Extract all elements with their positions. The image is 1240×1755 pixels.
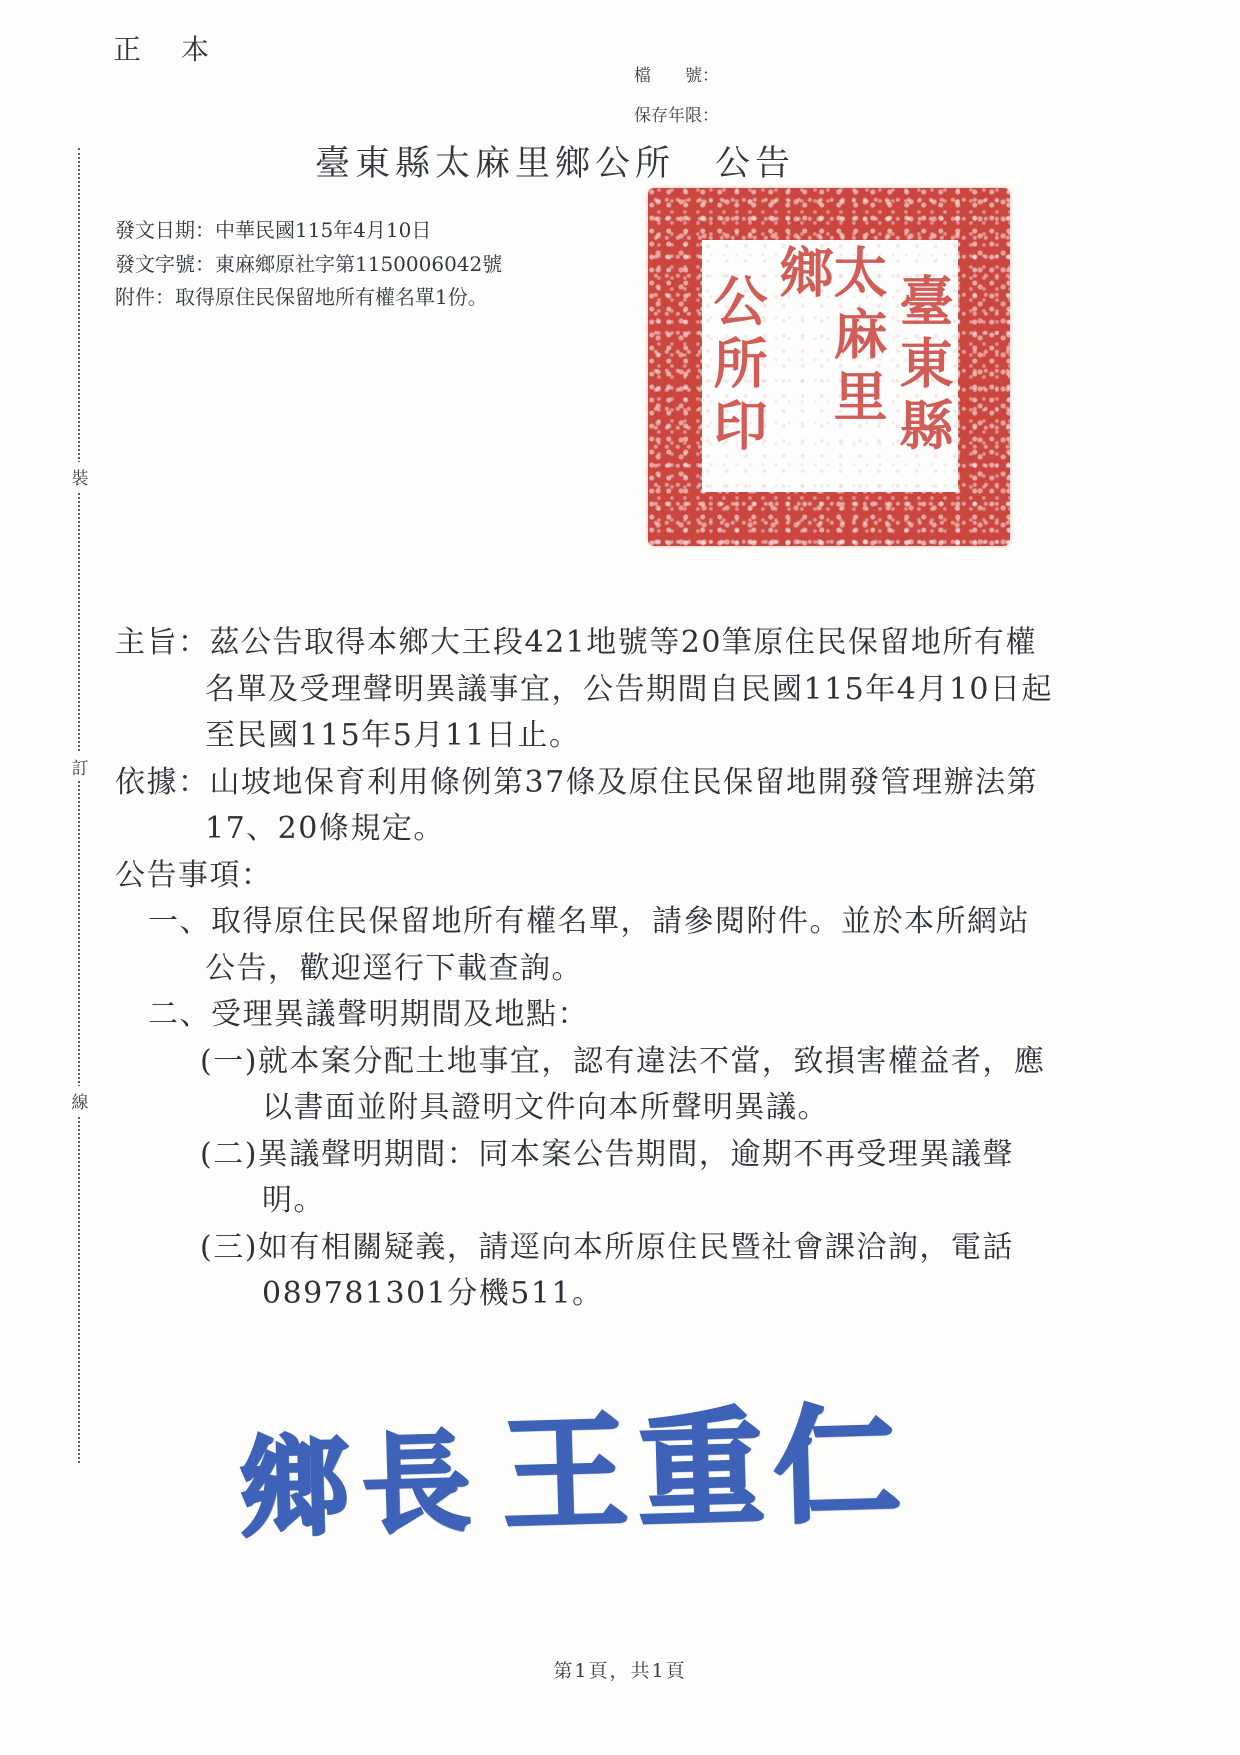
body-line: (一)就本案分配土地事宜，認有違法不當，致損害權益者，應 xyxy=(200,1043,1046,1079)
retention-period-label: 保存年限： xyxy=(634,106,719,126)
binding-mark: 線 xyxy=(67,1086,93,1115)
body-line: (三)如有相關疑義，請逕向本所原住民暨社會課洽詢，電話 xyxy=(200,1229,1014,1265)
attachment-line: 附件：取得原住民保留地所有權名單1份。 xyxy=(115,285,488,309)
body-line: 依據：山坡地保育利用條例第37條及原住民保留地開發管理辦法第 xyxy=(115,764,1039,800)
mayor-name: 王重仁 xyxy=(499,1389,912,1550)
binding-mark: 裝 xyxy=(67,462,93,491)
body-line: 以書面並附具證明文件向本所聲明異議。 xyxy=(262,1090,829,1125)
seal-text xyxy=(702,240,958,492)
copy-type-label: 正 本 xyxy=(113,33,216,66)
file-number-label: 檔 號： xyxy=(634,66,719,86)
body-line: 公告，歡迎逕行下載查詢。 xyxy=(205,950,583,986)
binding-dotted-line xyxy=(78,148,80,1463)
document-meta xyxy=(115,214,502,315)
body-line: 089781301分機511。 xyxy=(262,1276,604,1311)
body-line: 明。 xyxy=(262,1183,325,1218)
mayor-title: 鄉長 xyxy=(238,1419,486,1553)
binding-mark: 訂 xyxy=(67,752,93,781)
seal-column: 太麻里鄉 xyxy=(771,244,889,430)
body-line: 二、受理異議聲明期間及地點： xyxy=(148,997,589,1032)
file-info-block xyxy=(634,56,719,136)
page-title: 臺東縣太麻里鄉公所 公告 xyxy=(314,144,795,184)
body-line: 至民國115年5月11日止。 xyxy=(205,718,581,753)
doc-number-line: 發文字號：東麻鄉原社字第1150006042號 xyxy=(115,251,503,276)
body-line: 17、20條規定。 xyxy=(205,811,445,846)
mayor-signature-stamp xyxy=(238,1389,912,1559)
body-line: 主旨：茲公告取得本鄉大王段421地號等20筆原住民保留地所有權 xyxy=(115,625,1037,660)
seal-column: 臺東縣 xyxy=(891,273,955,459)
body-line: 公告事項： xyxy=(115,857,273,893)
issue-date-line: 發文日期：中華民國115年4月10日 xyxy=(115,218,432,242)
body-line: 一、取得原住民保留地所有權名單，請參閱附件。並於本所網站 xyxy=(148,904,1030,939)
body-line: (二)異議聲明期間：同本案公告期間，逾期不再受理異議聲 xyxy=(200,1136,1014,1172)
seal-column: 公所印 xyxy=(705,273,769,459)
body-line: 名單及受理聲明異議事宜，公告期間自民國115年4月10日起 xyxy=(205,671,1054,707)
page-number-footer: 第1頁，共1頁 xyxy=(553,1660,687,1682)
official-seal-stamp xyxy=(648,188,1010,546)
body-lines xyxy=(115,620,1054,1318)
